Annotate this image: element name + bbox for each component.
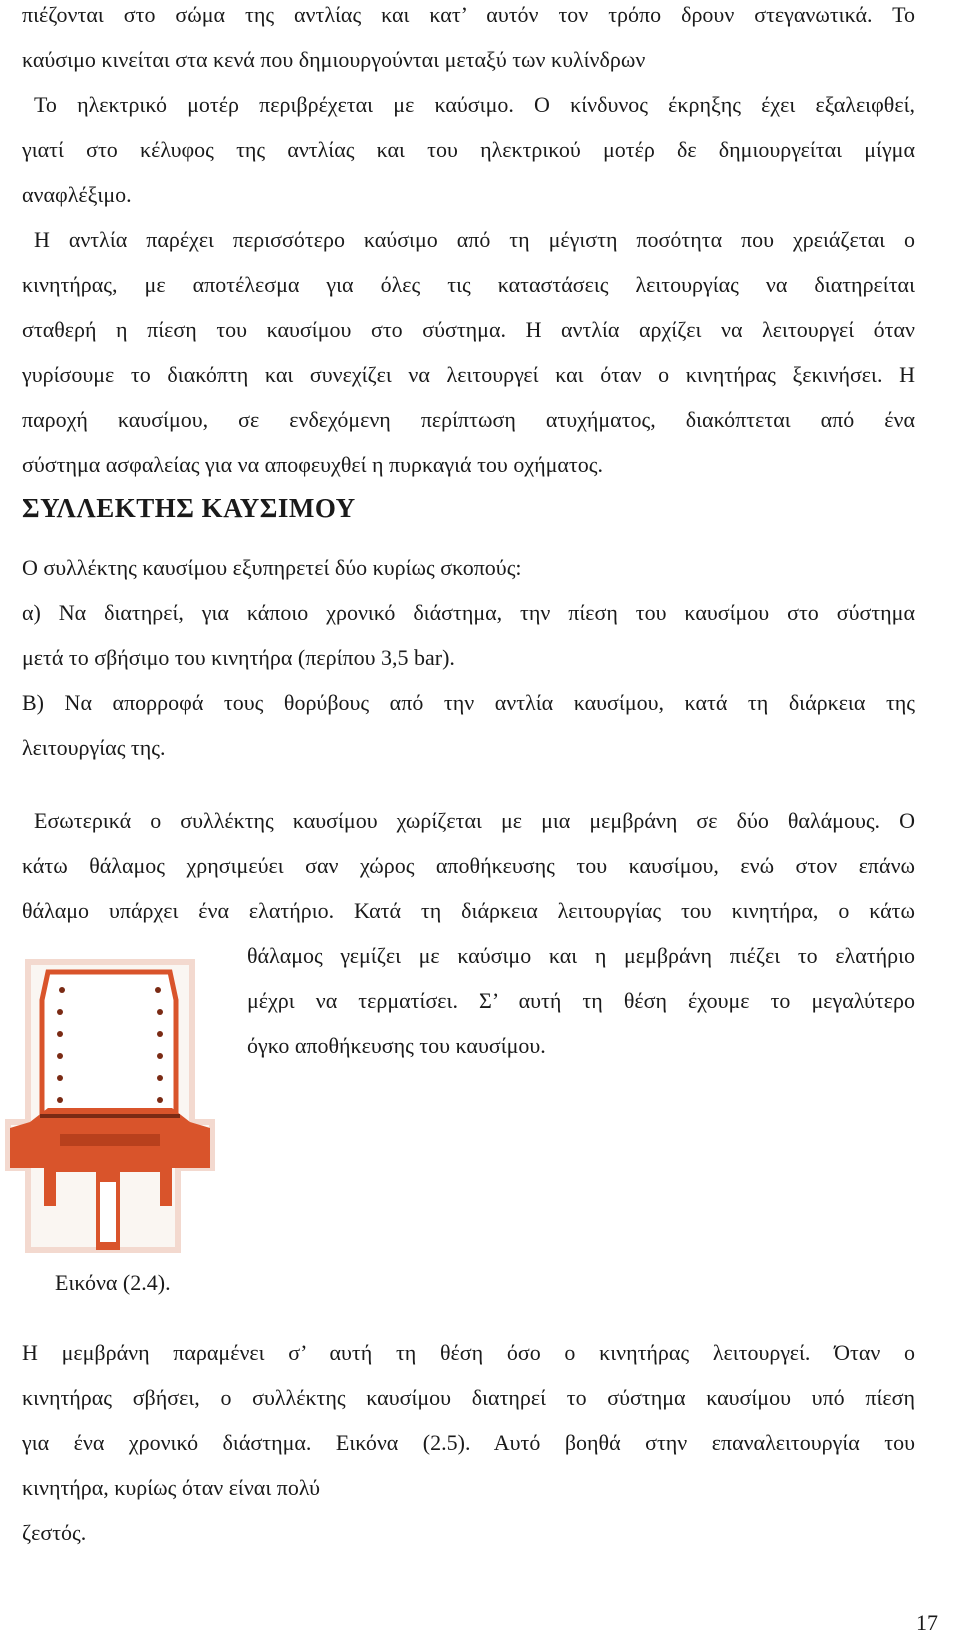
text-line: α) Να διατηρεί, για κάποιο χρονικό διάστημα, την πίεση του καυσίμου στο σύστημα <box>22 600 915 625</box>
text-line: καύσιμο κινείται στα κενά που δημιουργούνται μεταξύ των κυλίνδρων <box>22 47 646 72</box>
text-line: θάλαμο υπάρχει ένα ελατήριο. Κατά τη διάρκεια λειτουργίας του κινητήρα, ο κάτω <box>22 898 915 923</box>
section-heading: ΣΥΛΛΕΚΤΗΣ ΚΑΥΣΙΜΟΥ <box>22 493 356 523</box>
text-line: Ο συλλέκτης καυσίμου εξυπηρετεί δύο κυρίως σκοπούς: <box>22 555 522 580</box>
text-line: μέχρι να τερματίσει. Σ’ αυτή τη θέση έχουμε το μεγαλύτερο <box>247 988 915 1013</box>
text-line: πιέζονται στο σώμα της αντλίας και κατ’ αυτόν τον τρόπο δρουν στεγανωτικά. Το <box>22 2 915 27</box>
text-line: Β) Να απορροφά τους θορύβους από την αντλία καυσίμου, κατά τη διάρκεια της <box>22 690 915 715</box>
diaphragm-plate <box>60 1134 160 1146</box>
text-line: ζεστός. <box>22 1520 87 1545</box>
fuel-accumulator-diagram <box>0 950 232 1260</box>
text-line: γιατί στο κέλυφος της αντλίας και του ηλεκτρικού μοτέρ δε δημιουργείται μίγμα <box>22 137 915 162</box>
text-line: αναφλέξιμο. <box>22 182 132 207</box>
figure-caption: Εικόνα (2.4). <box>55 1270 171 1295</box>
page-number: 17 <box>916 1610 938 1635</box>
text-line: Το ηλεκτρικό μοτέρ περιβρέχεται με καύσιμο. Ο κίνδυνος έκρηξης έχει εξαλειφθεί, <box>34 92 915 117</box>
text-line: σταθερή η πίεση του καυσίμου στο σύστημα. Η αντλία αρχίζει να λειτουργεί όταν <box>22 317 915 342</box>
text-line: όγκο αποθήκευσης του καυσίμου. <box>247 1033 546 1058</box>
text-line: κινητήρα, κυρίως όταν είναι πολύ <box>22 1475 321 1500</box>
text-line: κάτω θάλαμος χρησιμεύει σαν χώρος αποθήκευσης του καυσίμου, ενώ στον επάνω <box>22 853 915 878</box>
text-line: κινητήρας σβήσει, ο συλλέκτης καυσίμου διατηρεί το σύστημα καυσίμου υπό πίεση <box>22 1385 915 1410</box>
text-line: κινητήρας, με αποτέλεσμα για όλες τις καταστάσεις λειτουργίας να διατηρείται <box>22 272 915 297</box>
text-line: για ένα χρονικό διάστημα. Εικόνα (2.5). Αυτό βοηθά στην επαναλειτουργία του <box>22 1430 915 1455</box>
text-line: παροχή καυσίμου, σε ενδεχόμενη περίπτωση ατυχήματος, διακόπτεται από ένα <box>22 407 915 432</box>
fuel-inlet-channel <box>100 1182 116 1242</box>
text-line: Η αντλία παρέχει περισσότερο καύσιμο από τη μέγιστη ποσότητα που χρειάζεται ο <box>34 227 915 252</box>
text-line: θάλαμος γεμίζει με καύσιμο και η μεμβράνη πιέζει το ελατήριο <box>247 943 915 968</box>
spring-chamber <box>42 972 176 1120</box>
text-line: λειτουργίας της. <box>22 735 166 760</box>
text-line: γυρίσουμε το διακόπτη και συνεχίζει να λειτουργεί και όταν ο κινητήρας ξεκινήσει. Η <box>22 362 915 387</box>
text-line: σύστημα ασφαλείας για να αποφευχθεί η πυρκαγιά του οχήματος. <box>22 452 603 477</box>
text-line: Η μεμβράνη παραμένει σ’ αυτή τη θέση όσο ο κινητήρας λειτουργεί. Όταν ο <box>22 1340 915 1365</box>
text-line: μετά το σβήσιμο του κινητήρα (περίπου 3,5 bar). <box>22 645 455 670</box>
text-line: Εσωτερικά ο συλλέκτης καυσίμου χωρίζεται με μια μεμβράνη σε δύο θαλάμους. Ο <box>34 808 915 833</box>
